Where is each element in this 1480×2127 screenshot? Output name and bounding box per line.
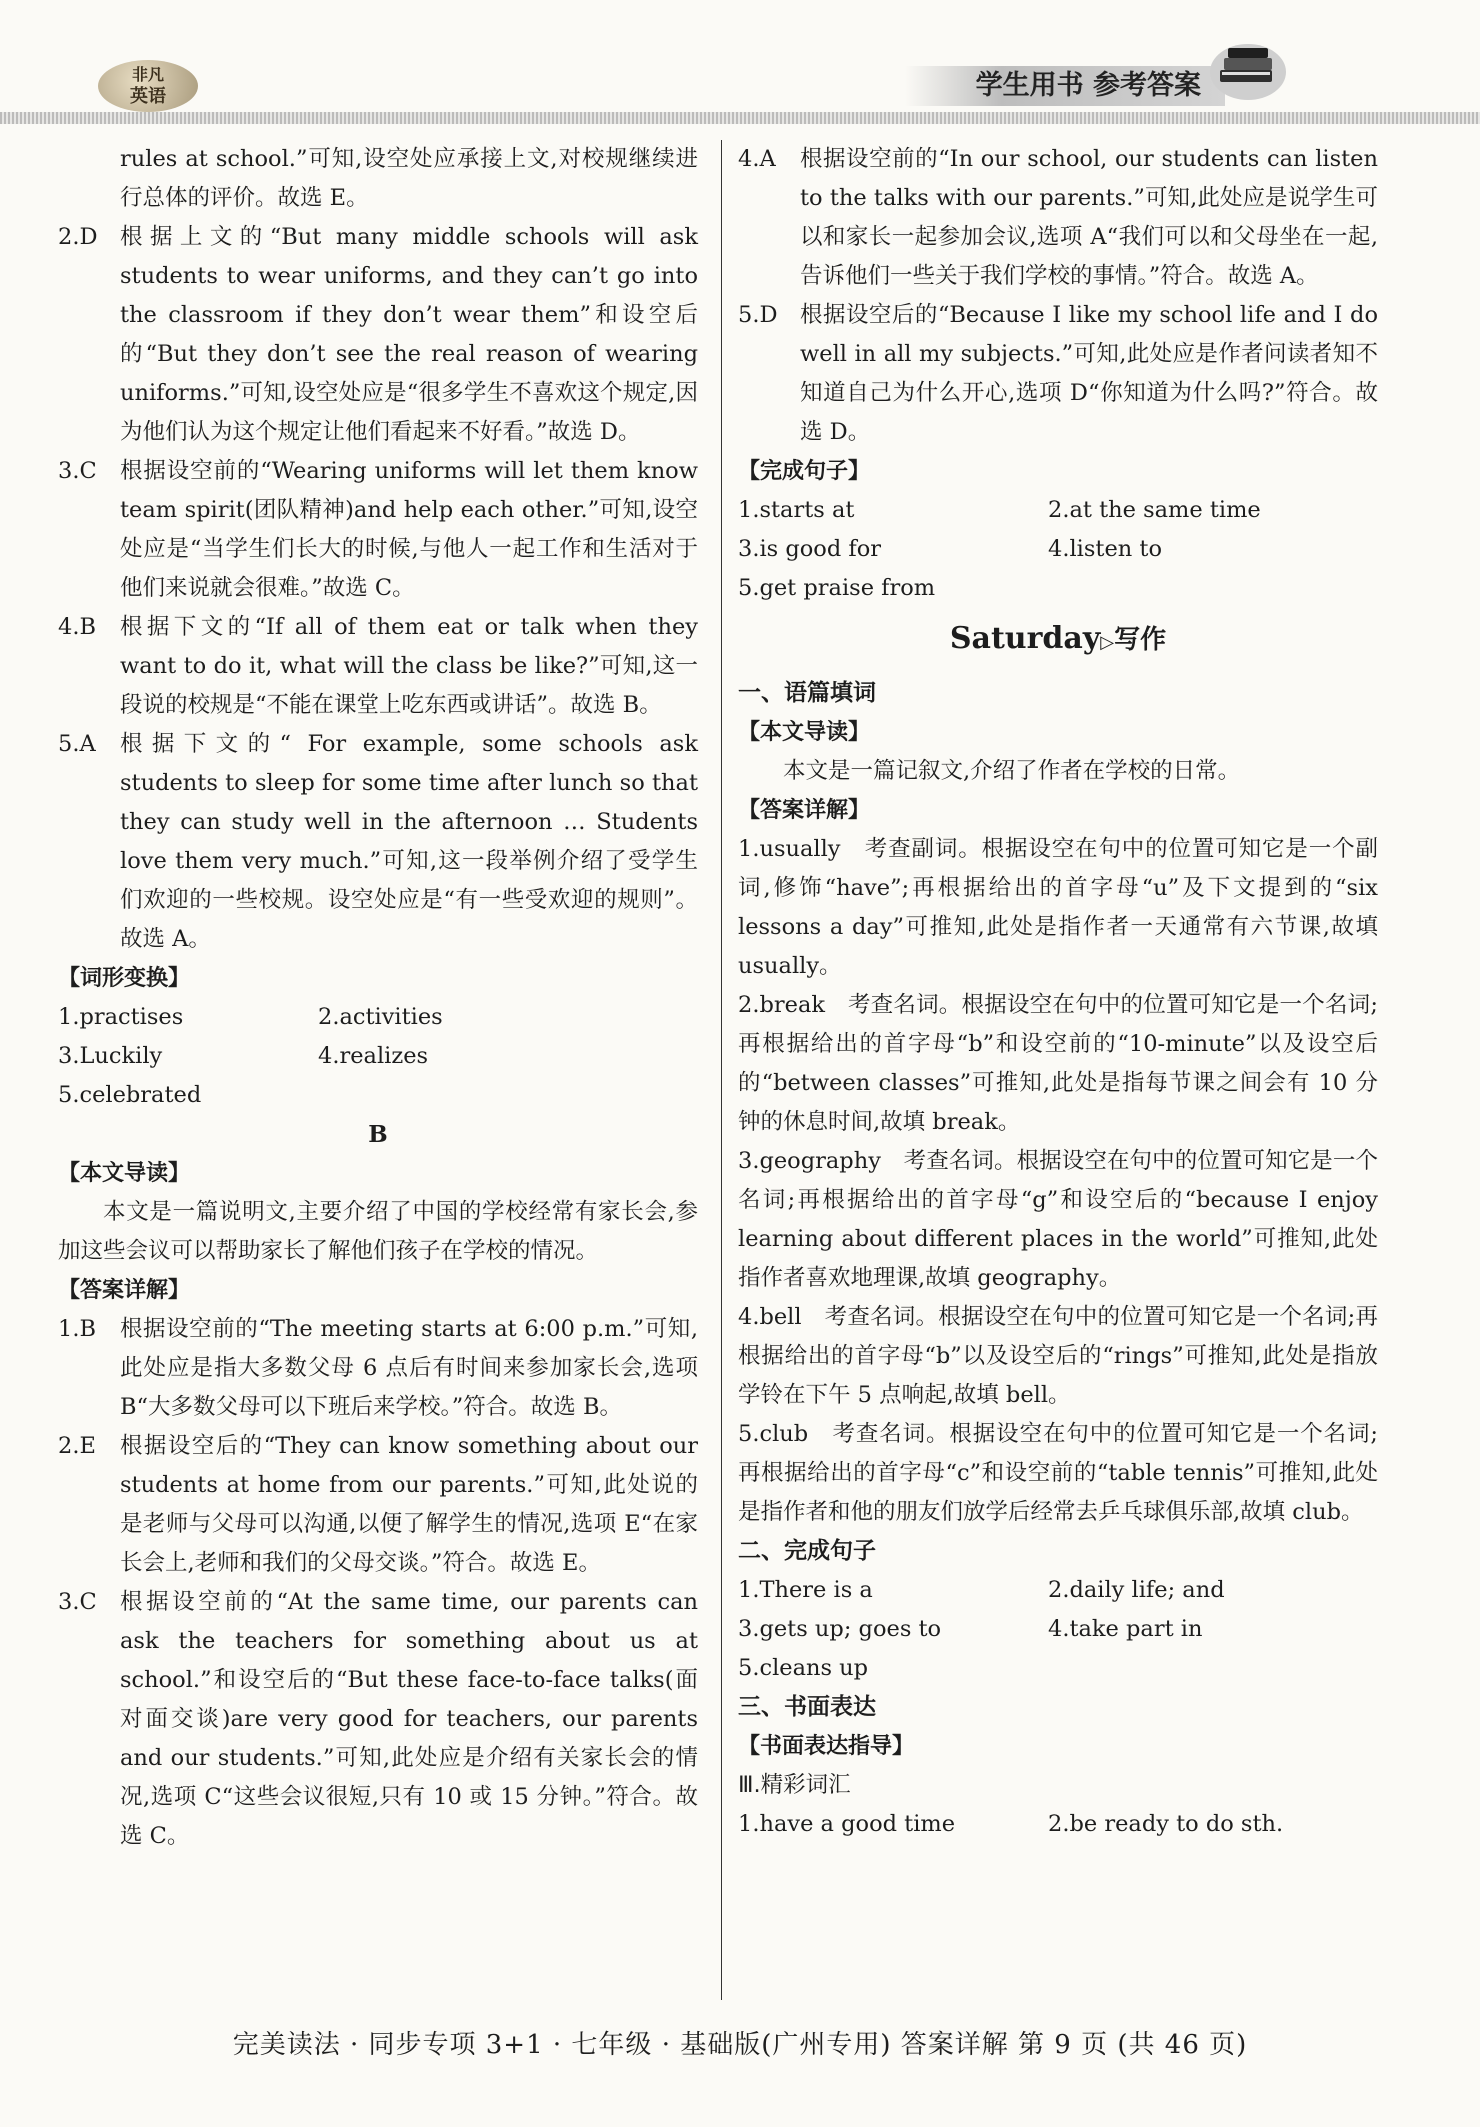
answer-item bbox=[738, 1415, 1378, 1532]
logo-line1: 非凡 bbox=[131, 65, 164, 84]
complete-answer: 5.get praise from bbox=[738, 575, 936, 601]
answer-entry bbox=[738, 830, 1378, 986]
section-subtitle: 写作 bbox=[1114, 625, 1167, 655]
answer-item bbox=[58, 1310, 698, 1427]
answer-number: 5.A bbox=[58, 731, 96, 757]
vocab-list bbox=[738, 1805, 1378, 1844]
complete-answer: 4.take part in bbox=[1048, 1616, 1203, 1642]
complete-answer: 5.cleans up bbox=[738, 1655, 869, 1681]
answer-text: 考查名词。根据设空在句中的位置可知它是一个名词;再根据给出的首字母“b”和设空前的“10-minute”以及设空后的“between classes”可推知,此处是指每节课之间会有 10 分钟的休息时间,故填 break。 bbox=[738, 992, 1378, 1135]
complete-answer: 1.There is a bbox=[738, 1577, 873, 1603]
answer-text: 考查名词。根据设空在句中的位置可知它是一个名词;再根据给出的首字母“b”以及设空后的“rings”可推知,此处是指放学铃在下午 5 点响起,故填 bell。 bbox=[738, 1304, 1378, 1408]
answer-item bbox=[58, 725, 698, 959]
answer-number: 4.A bbox=[738, 146, 776, 172]
answer-item bbox=[58, 1583, 698, 1856]
page-header bbox=[0, 0, 1480, 128]
answer-item bbox=[738, 1298, 1378, 1415]
guide-text: 本文是一篇记叙文,介绍了作者在学校的日常。 bbox=[783, 758, 1241, 784]
word-form: 4.realizes bbox=[318, 1043, 429, 1069]
word-forms-title: 【词形变换】 bbox=[58, 966, 191, 991]
section-day: Saturday bbox=[949, 621, 1101, 656]
answer-item bbox=[738, 1142, 1378, 1298]
right-column bbox=[738, 140, 1378, 1844]
complete-list-2 bbox=[738, 1571, 1378, 1688]
answer-text: 根据设空后的“Because I like my school life and I do well in all my subjects.”可知,此处应是作者问读者知不知道自己为什么开心,选项 D“你知道为什么吗?”符合。故选 D。 bbox=[800, 302, 1378, 445]
complete-answer: 2.daily life; and bbox=[1048, 1577, 1225, 1603]
complete-answer: 3.gets up; goes to bbox=[738, 1616, 942, 1642]
word-forms-list bbox=[58, 998, 698, 1115]
answer-text: 考查副词。根据设空在句中的位置可知它是一个副词,修饰“have”;再根据给出的首字母“u”及下文提到的“six lessons a day”可推知,此处是指作者一天通常有六节课,故填 usually。 bbox=[738, 836, 1378, 979]
part-three-title: 三、书面表达 bbox=[738, 1694, 876, 1720]
complete-answer: 4.listen to bbox=[1048, 536, 1162, 562]
column-divider bbox=[721, 140, 722, 2000]
complete-title: 【完成句子】 bbox=[738, 459, 871, 484]
complete-list bbox=[738, 491, 1378, 608]
guide-title: 【本文导读】 bbox=[58, 1161, 191, 1186]
page-footer: 完美读法 · 同步专项 3+1 · 七年级 · 基础版(广州专用) 答案详解 第 9 页 (共 46 页) bbox=[232, 2030, 1248, 2060]
guide-title: 【本文导读】 bbox=[738, 720, 871, 745]
answer-text: 根据下文的“If all of them eat or talk when they want to do it, what will the class be like?”可知,这一段说的校规是“不能在课堂上吃东西或讲话”。故选 B。 bbox=[120, 614, 698, 718]
word-form: 3.Luckily bbox=[58, 1043, 163, 1069]
answer-word: 2.break bbox=[738, 992, 825, 1018]
answer-number: 1.B bbox=[58, 1316, 97, 1342]
answer-text: 根据下文的“ For example, some schools ask students to sleep for some time after lunch so that they can study well in the afternoon … Students love them very much.”可知,这一段举例介绍了受学生们欢迎的一些校规。设空处应是“有一些受欢迎的规则”。故选 A。 bbox=[120, 731, 698, 952]
answer-item bbox=[738, 296, 1378, 452]
answer-entry bbox=[738, 1142, 1378, 1298]
continued-answer: rules at school.”可知,设空处应承接上文,对校规继续进行总体的评价。故选 E。 bbox=[120, 146, 698, 211]
complete-answer: 3.is good for bbox=[738, 536, 882, 562]
word-form: 2.activities bbox=[318, 1004, 443, 1030]
part-one-title: 一、语篇填词 bbox=[738, 680, 876, 706]
guide-text: 本文是一篇说明文,主要介绍了中国的学校经常有家长会,参加这些会议可以帮助家长了解他们孩子在学校的情况。 bbox=[58, 1199, 698, 1264]
answer-item bbox=[738, 986, 1378, 1142]
answer-word: 4.bell bbox=[738, 1304, 802, 1330]
answer-number: 3.C bbox=[58, 458, 97, 484]
answer-entry bbox=[738, 1415, 1378, 1532]
answer-text: 根据设空前的“In our school, our students can listen to the talks with our parents.”可知,此处应是说学生可以和家长一起参加会议,选项 A“我们可以和父母坐在一起,告诉他们一些关于我们学校的事情。”符合。故选 A。 bbox=[800, 146, 1378, 289]
part-two-title: 二、完成句子 bbox=[738, 1538, 876, 1564]
section-b-label: B bbox=[368, 1121, 388, 1148]
logo-line2: 英语 bbox=[130, 86, 166, 107]
answer-word: 5.club bbox=[738, 1421, 809, 1447]
detail-title: 【答案详解】 bbox=[58, 1278, 191, 1303]
answer-entry bbox=[738, 986, 1378, 1142]
vocab-item: 2.be ready to do sth. bbox=[1048, 1811, 1284, 1837]
brand-logo bbox=[98, 60, 198, 112]
vocab-item: 1.have a good time bbox=[738, 1811, 956, 1837]
answer-number: 2.E bbox=[58, 1433, 96, 1459]
answer-text: 根据设空前的“At the same time, our parents can ask the teachers for something about us at school.”和设空后的“But these face-to-face talks(面对面交谈)are very good for teachers, our parents and our students.”可知,此处应是介绍有关家长会的情况,选项 C“这些会议很短,只有 10 或 15 分钟。”符合。故选 C。 bbox=[120, 1589, 698, 1849]
answer-entry bbox=[738, 1298, 1378, 1415]
header-title: 学生用书 参考答案 bbox=[905, 66, 1225, 106]
answer-word: 1.usually bbox=[738, 836, 841, 862]
answer-item bbox=[58, 1427, 698, 1583]
writing-guide-title: 【书面表达指导】 bbox=[738, 1734, 915, 1759]
books-icon bbox=[1208, 36, 1288, 102]
answer-text: 根据设空前的“The meeting starts at 6:00 p.m.”可知,此处应是指大多数父母 6 点后有时间来参加家长会,选项 B“大多数父母可以下班后来学校。”符合。故选 B。 bbox=[120, 1316, 698, 1420]
answer-text: 根据设空前的“Wearing uniforms will let them know team spirit(团队精神)and help each other.”可知,设空处应是“当学生们长大的时候,与他人一起工作和生活对于他们来说就会很难。”故选 C。 bbox=[120, 458, 698, 601]
answer-text: 考查名词。根据设空在句中的位置可知它是一个名词;再根据给出的首字母“c”和设空前的“table tennis”可推知,此处是指作者和他的朋友们放学后经常去乒乓球俱乐部,故填 club。 bbox=[738, 1421, 1378, 1525]
answer-number: 3.C bbox=[58, 1589, 97, 1615]
vocab-title: Ⅲ.精彩词汇 bbox=[738, 1772, 851, 1798]
answer-item bbox=[58, 608, 698, 725]
answer-text: 根据设空后的“They can know something about our students at home from our parents.”可知,此处说的是老师与父母可以沟通,以便了解学生的情况,选项 E“在家长会上,老师和我们的父母交谈。”符合。故选 E。 bbox=[120, 1433, 698, 1576]
left-column bbox=[58, 140, 698, 1856]
word-form: 1.practises bbox=[58, 1004, 184, 1030]
answer-item bbox=[58, 452, 698, 608]
answer-item bbox=[58, 218, 698, 452]
answer-item bbox=[738, 830, 1378, 986]
complete-answer: 1.starts at bbox=[738, 497, 855, 523]
header-rule bbox=[0, 112, 1480, 124]
answer-number: 4.B bbox=[58, 614, 97, 640]
answer-item bbox=[738, 140, 1378, 296]
complete-answer: 2.at the same time bbox=[1048, 497, 1261, 523]
section-title bbox=[738, 614, 1378, 668]
detail-title: 【答案详解】 bbox=[738, 798, 871, 823]
word-form: 5.celebrated bbox=[58, 1082, 202, 1108]
answer-word: 3.geography bbox=[738, 1148, 881, 1174]
triangle-icon: ▷ bbox=[1100, 632, 1115, 653]
answer-text: 根据上文的“But many middle schools will ask students to wear uniforms, and they can’t go into the classroom if they don’t wear them”和设空后的“But they don’t see the real reason of wearing uniforms.”可知,设空处应是“很多学生不喜欢这个规定,因为他们认为这个规定让他们看起来不好看。”故选 D。 bbox=[120, 224, 698, 445]
answer-number: 2.D bbox=[58, 224, 98, 250]
answer-text: 考查名词。根据设空在句中的位置可知它是一个名词;再根据给出的首字母“g”和设空后的“because I enjoy learning about different places in the world”可推知,此处指作者喜欢地理课,故填 geography。 bbox=[738, 1148, 1378, 1291]
answer-number: 5.D bbox=[738, 302, 778, 328]
